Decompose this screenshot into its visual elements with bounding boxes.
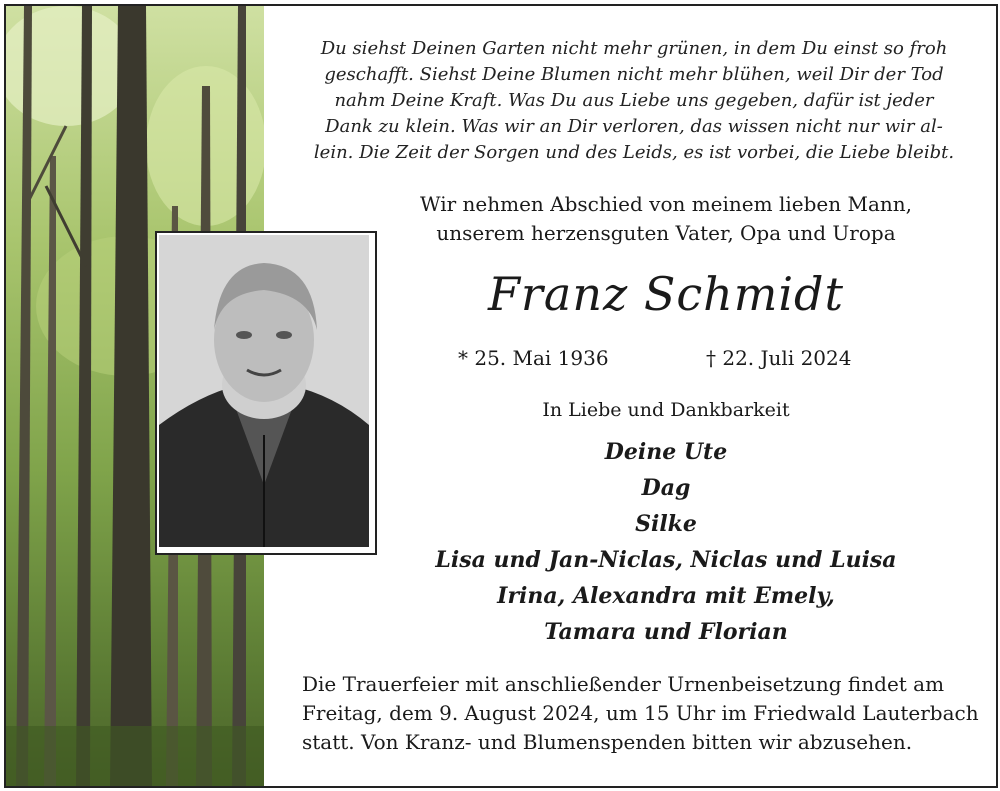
- service-line: Die Trauerfeier mit anschließender Urnenbeisetzung findet am: [302, 672, 945, 696]
- intro-line-2: unserem herzensguten Vater, Opa und Uropa: [436, 221, 896, 245]
- mourner-entry: Dag: [641, 475, 691, 501]
- mourner-entry: Deine Ute: [604, 439, 728, 465]
- love-line: In Liebe und Dankbarkeit: [542, 399, 790, 421]
- poem-line: nahm Deine Kraft. Was Du aus Liebe uns gegeben, dafür ist jeder: [334, 90, 934, 111]
- mourner-entry: Irina, Alexandra mit Emely,: [497, 583, 835, 609]
- poem-line: Dank zu klein. Was wir an Dir verloren, das wissen nicht nur wir al-: [325, 116, 943, 137]
- service-line: Freitag, dem 9. August 2024, um 15 Uhr im Friedwald Lauterbach: [302, 701, 979, 725]
- mourners-list: [386, 434, 946, 650]
- mourner-entry: Silke: [635, 511, 697, 537]
- obituary-card: [4, 4, 998, 788]
- portrait-photo: [159, 235, 369, 547]
- poem: [296, 36, 972, 166]
- birth-date: * 25. Mai 1936: [458, 346, 609, 370]
- deceased-name: Franz Schmidt: [488, 267, 844, 321]
- intro-line-1: Wir nehmen Abschied von meinem lieben Mann,: [420, 192, 912, 216]
- farewell-intro: [386, 190, 946, 248]
- service-line: statt. Von Kranz- und Blumenspenden bitten wir abzusehen.: [302, 730, 913, 754]
- mourner-entry: Tamara und Florian: [544, 619, 788, 645]
- mourner-entry: Lisa und Jan-Niclas, Niclas und Luisa: [435, 547, 897, 573]
- poem-line: geschafft. Siehst Deine Blumen nicht mehr blühen, weil Dir der Tod: [324, 64, 944, 85]
- service-info: [302, 670, 979, 757]
- portrait-frame: [155, 231, 377, 555]
- death-date: † 22. Juli 2024: [706, 346, 852, 370]
- poem-line: lein. Die Zeit der Sorgen und des Leids, es ist vorbei, die Liebe bleibt.: [313, 142, 955, 163]
- poem-line: Du siehst Deinen Garten nicht mehr grünen, in dem Du einst so froh: [320, 38, 948, 59]
